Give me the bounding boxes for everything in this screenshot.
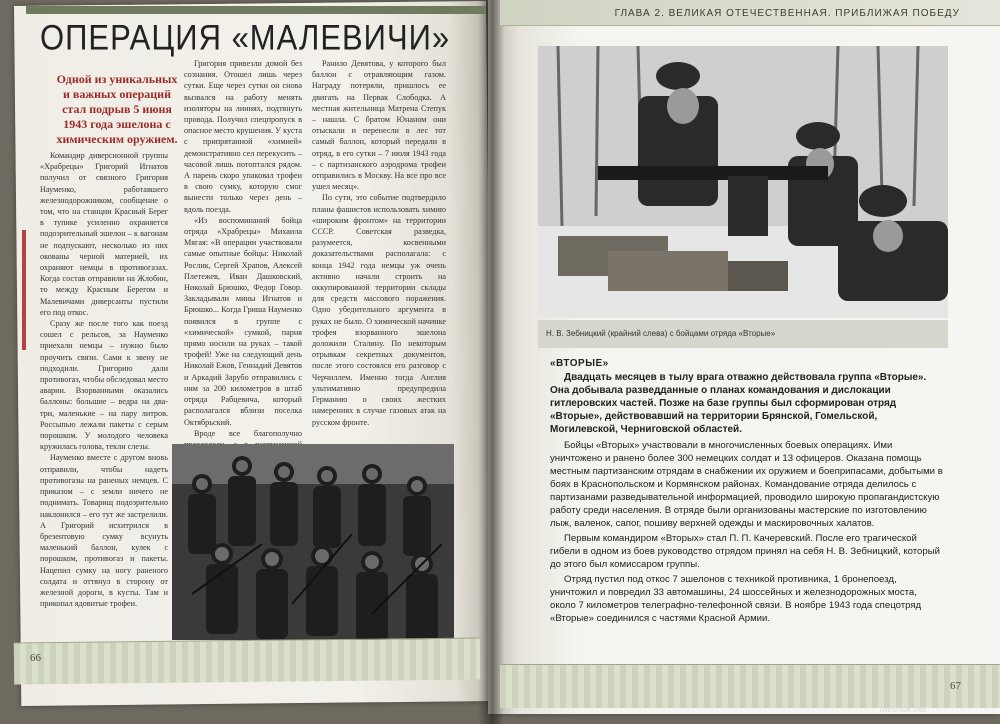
text-column-3: [312, 58, 446, 428]
page-number-left: 66: [30, 652, 41, 664]
book-spine: [478, 0, 504, 724]
intro-paragraph: Одной из уникальных и важных операций стал подрыв 5 июня 1943 года эшелона с химическим оружием.: [56, 72, 178, 146]
paragraph: Отряд пустил под откос 7 эшелонов с техникой противника, 1 бронепоезд, уничтожил и повредил 33 автомашины, 24 шоссейных и железнодорожных моста, около 7 километров телеграфно-телефонной связи. В ноябре 1943 года спецотряд «Вторые» соединился с частями Красной Армии.: [550, 574, 922, 624]
paragraph: Сразу же после того как поезд сошел с рельсов, за Науменко приехали немцы – нужно было проучить связи. Сами к звену не подходили. Григорию дали противогаз, чтобы обследовал место аварии. Взорванными оказались баллоны: большие – ведра на два-три, маленькие – на пару литров. Россыпью лежали пакеты с серым порошком. У молодого человека кружилась голова, текли слезы.: [40, 319, 168, 452]
watermark: meshok.net: [880, 704, 927, 714]
paragraph: Бойцы «Вторых» участвовали в многочисленных боевых операциях. Ими уничтожено и ранено более 300 немецких солдат и 13 офицеров. Оказана помощь местным партизанским отрядам в снабжении их оружием и боеприпасами, добытыми в боях в Краснопольском и Кормянском районах. Командование отряда делилось с партизанами разведывательной информацией, проводило широкую пропагандистскую работу среди населения. В отряде были организованы мастерские по изготовлению лыж, валенок, сапог, пошиву верхней одежды и маскировочных халатов.: [550, 440, 943, 529]
partisan-group-photo-icon: [172, 444, 454, 640]
paragraph: Первым командиром «Вторых» стал П. П. Качеревский. После его трагической гибели в одном из боев руководство отрядом принял на себя Н. В. Зебницкий, который до этого был комиссаром группы.: [550, 533, 940, 570]
left-footer-ornament: [14, 638, 480, 685]
paragraph: По сути, это событие подтвердило планы фашистов использовать химию «широким фронтом» на территории СССР. Советская разведка, разумеется, косвенными доказательствами располагала: с конца 1942 года немцы уж очень активно начали строить на оккупированной территории склады для средств массового поражения. Одно убедительного аргумента в руках не было. О химической начинке трофея взорванного эшелона доложили Сталину. По некоторым отрывкам секретных документов, после этого состоялся его разговор с Черчиллем. Именно тогда Англия ультимативно предупредила Германию о своих жестких намерениях в случае газовых атак на русском фронте.: [312, 193, 446, 427]
page-number-right: 67: [950, 680, 961, 692]
right-article: [550, 358, 944, 627]
chapter-header: ГЛАВА 2. ВЕЛИКАЯ ОТЕЧЕСТВЕННАЯ. ПРИБЛИЖАЯ ПОБЕДУ: [614, 8, 960, 19]
lead-paragraph: Двадцать месяцев в тылу врага отважно действовала группа «Вторые». Она добывала разведданные о планах командования и дислокации гитлеровских частей. Позже на базе группы был сформирован отряд «Вторые», действовавший на территории Брянской, Гомельской, Могилевской, Черниговской областей.: [550, 372, 927, 435]
right-footer-ornament: [500, 664, 1000, 708]
text-column-1: [40, 150, 168, 609]
red-margin-rule: [22, 230, 26, 350]
page-title: ОПЕРАЦИЯ «МАЛЕВИЧИ»: [40, 17, 451, 58]
soldiers-in-snow-photo-icon: [538, 46, 948, 318]
paragraph: Командир диверсионной группы «Храбрецы» Григорий Игнатов получил от связного Григория Науменко, работавшего железнодорожником, сообщение о том, что на станции Красный Берег в тупике усиленно охраняется подозрительный эшелон – к вагонам не подпускают, несколько из них окованы черной материей, их охраняют немцы в противогазах. Когда состав отправили на Жлобин, то между Красным Берегом и Малевичами диверсанты пустили его под откос.: [40, 151, 168, 317]
section-heading: «ВТОРЫЕ»: [550, 358, 609, 369]
left-top-strip: [26, 6, 486, 14]
group-photo: [172, 444, 454, 640]
text-column-2: [184, 58, 302, 461]
photo-caption-right: Н. В. Зебницкий (крайний слева) с бойцами отряда «Вторые»: [538, 320, 948, 348]
machine-gun-photo: [538, 46, 948, 318]
paragraph: Григория привезли домой без сознания. Отошел лишь через сутки. Еще через сутки он снова вызвался на работу менять изоляторы на линиях, подтянуть провода. Получил спецпропуск в опасное место крушения. У куста с припрятанной «химией» демонстративно сел перекусить – часовой лишь потоптался рядом. А парень скоро упаковал трофеи в свою сумку, которую смог вынести только через день – вдоль поезда.: [184, 59, 302, 214]
right-top-strip: [500, 0, 1000, 26]
paragraph: Вроде все благополучно: [194, 428, 302, 438]
paragraph: Науменко вместе с другом вновь отправили, чтобы надеть противогазы на раненых немцев. С приказом – с земли ничего не поднимать. Товарищ подозрительно наклонился – его тут же застрелили. А Григорий исхитрился в брезентовую сумку всунуть маленький баллон, кулек с порошком, противогаз и пакеты. Нацепил сумку на ногу раненого солдата и оттянул в сторону от железной дороги, в кусты. Там и прикопал ядовитые трофеи.: [40, 453, 168, 609]
paragraph: «Из воспоминаний бойца отряда «Храбрецы» Михаила Мягая: «В операции участвовали самые опытные бойцы: Николай Рослик, Сергей Храпов, Алексей Плетежев, Иван Дашковский, Николай Брюшко, Федор Говор. Закладывали мины Игнатов и Брюшко... Когда Гриша Науменко появился в группе с «химической» сумкой, парня прямо носили на руках – такой трофей! Уже на следующий день Николай Ежов, Геннадий Девятов и Аркадий Зарубо отправились с ним за 200 километров в штаб отряда Рабцевича, который располагался вблизи поселка Октябрьский.: [184, 215, 302, 427]
paragraph: Ранило Девятова, у которого был баллон с отравляющим газом. Награду потеряли, пришлось ее двигать на Первак Слободка. А местная жительница Матрена Степук – нашла. С братом Юнаном они отыскали и перенесли в лес тот самый баллон, который передали в отряд, в его сутки – 7 июля 1943 года – с партизанского аэродрома трофеи отправились в Москву. На все про все ушел месяц».: [312, 59, 446, 192]
